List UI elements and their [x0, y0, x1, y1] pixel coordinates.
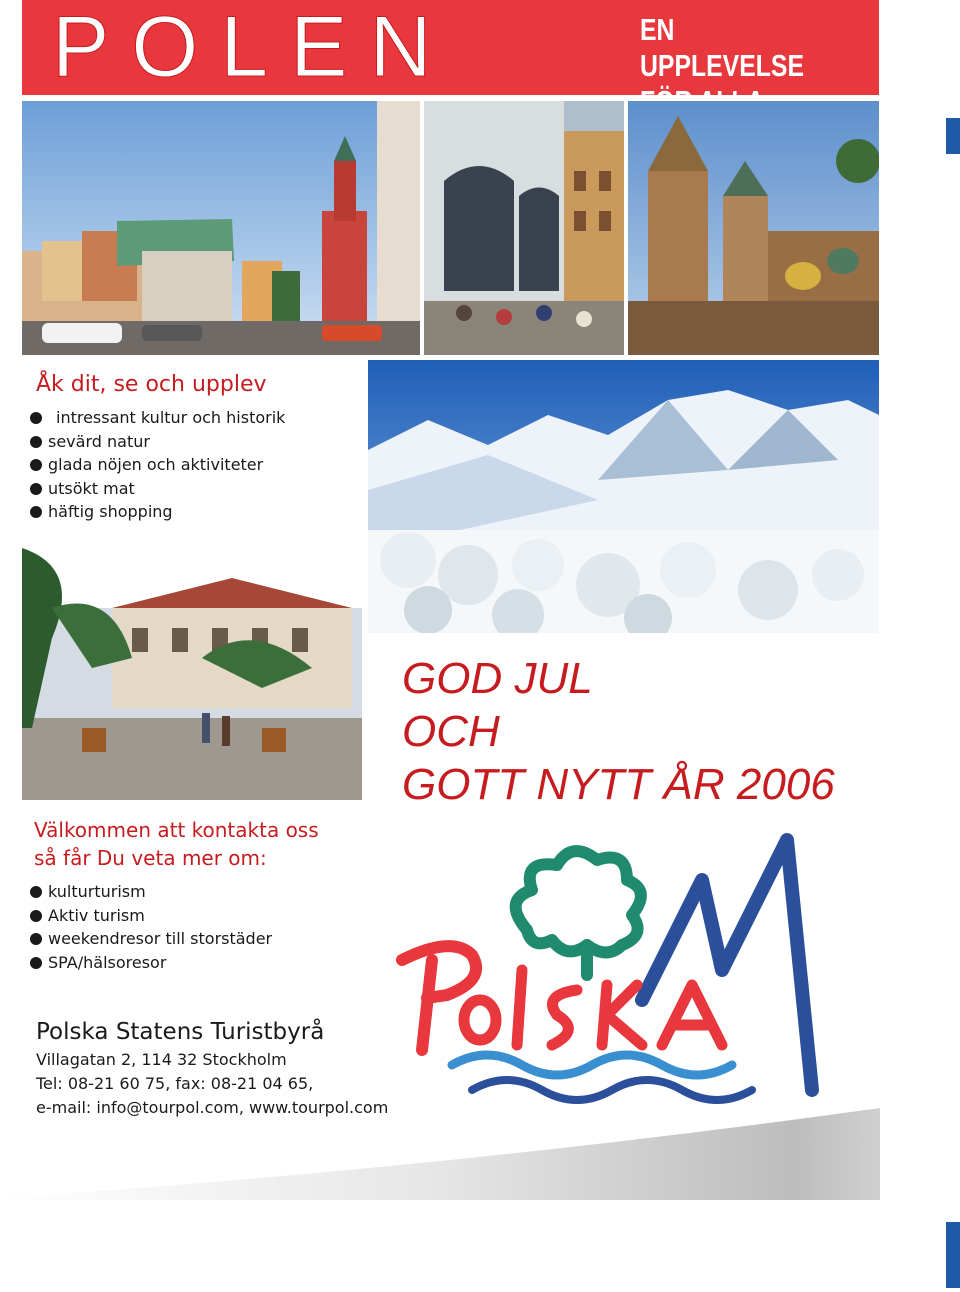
bullet-icon: [30, 459, 42, 471]
list-item: glada nöjen och aktiviteter: [26, 453, 285, 477]
photo-gdansk-street: [424, 101, 624, 355]
upplev-list: [26, 406, 285, 524]
bullet-icon: [30, 933, 42, 945]
photo-warsaw-old-town: [22, 101, 420, 355]
slogan-line-1: EN UPPLEVELSE: [640, 12, 804, 83]
greeting-line-3: GOTT NYTT ÅR 2006: [402, 760, 835, 809]
bullet-icon: [30, 483, 42, 495]
list-item: kulturturism: [26, 880, 272, 904]
list-item: intressant kultur och historik: [26, 406, 285, 430]
photo-krakow-wawel: [628, 101, 879, 355]
list-item: häftig shopping: [26, 500, 285, 524]
list-item: Aktiv turism: [26, 904, 272, 928]
banner-title: POLEN: [52, 0, 454, 95]
greeting-line-2: OCH: [402, 707, 500, 756]
list-item: SPA/hälsoresor: [26, 951, 272, 975]
bullet-icon: [30, 957, 42, 969]
email-web: e-mail: info@tourpol.com, www.tourpol.com: [36, 1098, 389, 1117]
side-mark-bottom: [946, 1222, 960, 1288]
photo-tatra-winter: [368, 360, 879, 633]
greeting-line-1: GOD JUL: [402, 654, 593, 703]
polska-logo: [392, 820, 822, 1110]
kontakt-heading-line-1: Välkommen att kontakta oss: [34, 818, 319, 842]
header-banner: [22, 0, 879, 95]
bottom-shadow: [0, 1108, 900, 1218]
bullet-icon: [30, 436, 42, 448]
list-item: sevärd natur: [26, 430, 285, 454]
kontakt-heading-line-2: så får Du veta mer om:: [34, 846, 267, 870]
holiday-greeting: [402, 652, 835, 811]
street-address: Villagatan 2, 114 32 Stockholm: [36, 1050, 287, 1069]
side-mark-top: [946, 118, 960, 154]
bullet-icon: [30, 886, 42, 898]
organization-name: Polska Statens Turistbyrå: [36, 1019, 325, 1045]
list-item: weekendresor till storstäder: [26, 927, 272, 951]
bullet-icon: [30, 910, 42, 922]
photo-spa-resort: [22, 548, 362, 800]
kontakt-heading: [34, 816, 374, 872]
bullet-icon: [30, 506, 42, 518]
upplev-heading: Åk dit, se och upplev: [36, 372, 267, 397]
kontakt-list: [26, 880, 272, 974]
address-block: [36, 1016, 388, 1120]
phone-fax: Tel: 08-21 60 75, fax: 08-21 04 65,: [36, 1074, 314, 1093]
bullet-icon: [30, 412, 42, 424]
list-item: utsökt mat: [26, 477, 285, 501]
